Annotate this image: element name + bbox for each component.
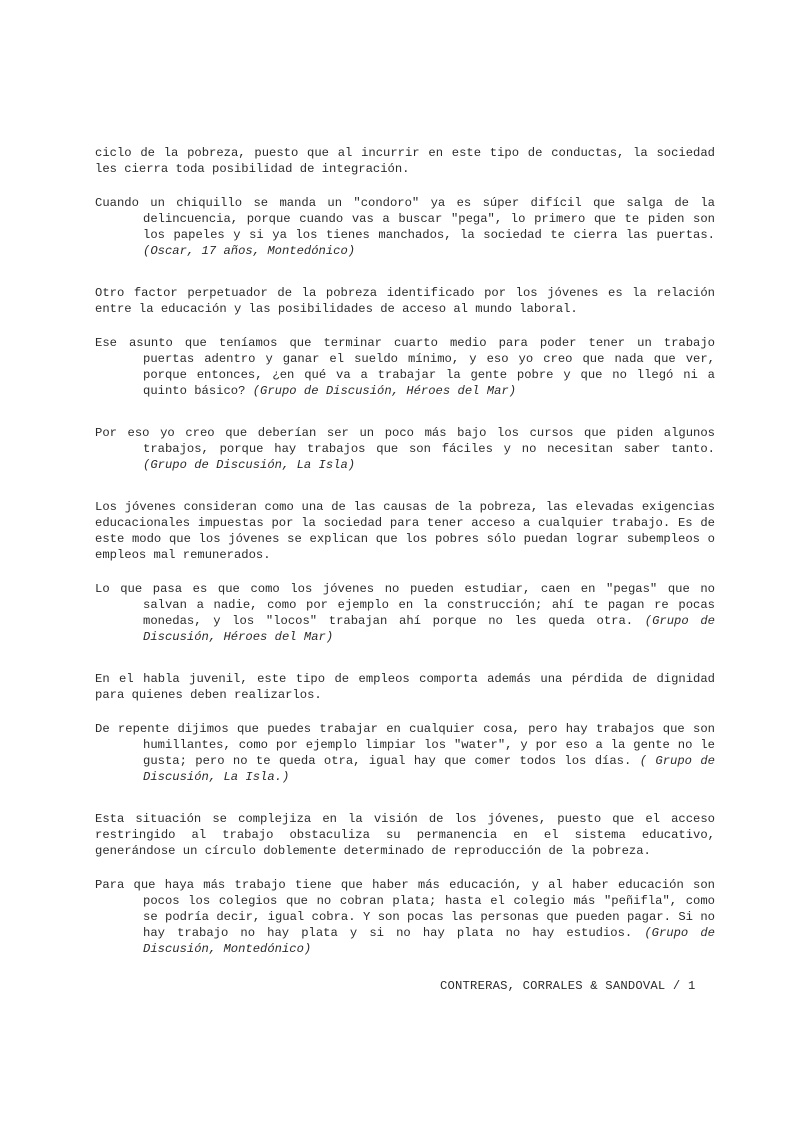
- quote-text: Lo que pasa es que como los jóvenes no pueden estudiar, caen en "pegas" que no salvan a nadie, como por ejemplo en la construcción; ahí te pagan re pocas monedas, y los "locos" trabajan ahí porque no les queda otra.: [95, 582, 715, 628]
- quote-citation: (Grupo de Discusión, Montedónico): [143, 926, 715, 956]
- page-footer: CONTRERAS, CORRALES & SANDOVAL / 1: [440, 979, 696, 993]
- paragraph-dignity: En el habla juvenil, este tipo de empleos comporta además una pérdida de dignidad para quienes deben realizarlos.: [95, 672, 715, 702]
- quote-text: Cuando un chiquillo se manda un "condoro" ya es súper difícil que salga de la delincuencia, porque cuando vas a buscar "pega", lo primero que te piden son los papeles y si ya los tienes manchados, la sociedad te cierra las puertas.: [95, 196, 715, 242]
- quote-montedonico: [95, 877, 715, 957]
- quote-la-isla-2: [95, 721, 715, 785]
- paragraph-intro: ciclo de la pobreza, puesto que al incurrir en este tipo de conductas, la sociedad les cierra toda posibilidad de integración.: [95, 146, 715, 176]
- quote-text: Por eso yo creo que deberían ser un poco más bajo los cursos que piden algunos trabajos, porque hay trabajos que son fáciles y no necesitan saber tanto.: [95, 426, 715, 456]
- quote-text: De repente dijimos que puedes trabajar en cualquier cosa, pero hay trabajos que son humillantes, como por ejemplo limpiar los "water", y por eso a la gente no le gusta; pero no te queda otra, igual hay que comer todos los días.: [95, 722, 715, 768]
- paragraph-vicious-circle: Esta situación se complejiza en la visión de los jóvenes, puesto que el acceso restringido al trabajo obstaculiza su permanencia en el sistema educativo, generándose un círculo doblemente determinado de reproducción de la pobreza.: [95, 812, 715, 858]
- quote-text: Ese asunto que teníamos que terminar cuarto medio para poder tener un trabajo puertas adentro y ganar el sueldo mínimo, y eso yo creo que nada que ver, porque entonces, ¿en qué va a trabajar la gente pobre y que no llegó ni a quinto básico?: [95, 336, 715, 398]
- quote-oscar: [95, 195, 715, 259]
- quote-heroes-del-mar-1: [95, 335, 715, 399]
- quote-la-isla-1: [95, 425, 715, 473]
- document-body: [95, 145, 715, 975]
- quote-text: Para que haya más trabajo tiene que haber más educación, y al haber educación son pocos los colegios que no cobran plata; hasta el colegio más "peñifla", como se podría decir, igual cobra. Y son pocas las personas que pueden pagar. Si no hay trabajo no hay plata y si no hay plata no hay estudios.: [95, 878, 715, 940]
- quote-citation: (Grupo de Discusión, Héroes del Mar): [252, 384, 517, 398]
- quote-citation: (Grupo de Discusión, Héroes del Mar): [143, 614, 715, 644]
- quote-heroes-del-mar-2: [95, 581, 715, 645]
- paragraph-educational-demands: Los jóvenes consideran como una de las causas de la pobreza, las elevadas exigencias educacionales impuestas por la sociedad para tener acceso a cualquier trabajo. Es de este modo que los jóvenes se explican que los pobres sólo puedan lograr subempleos o empleos mal remunerados.: [95, 500, 715, 562]
- quote-citation: (Grupo de Discusión, La Isla): [143, 458, 356, 472]
- quote-citation: (Oscar, 17 años, Montedónico): [143, 244, 356, 258]
- quote-citation: ( Grupo de Discusión, La Isla.): [143, 754, 715, 784]
- paragraph-education-factor: Otro factor perpetuador de la pobreza identificado por los jóvenes es la relación entre la educación y las posibilidades de acceso al mundo laboral.: [95, 286, 715, 316]
